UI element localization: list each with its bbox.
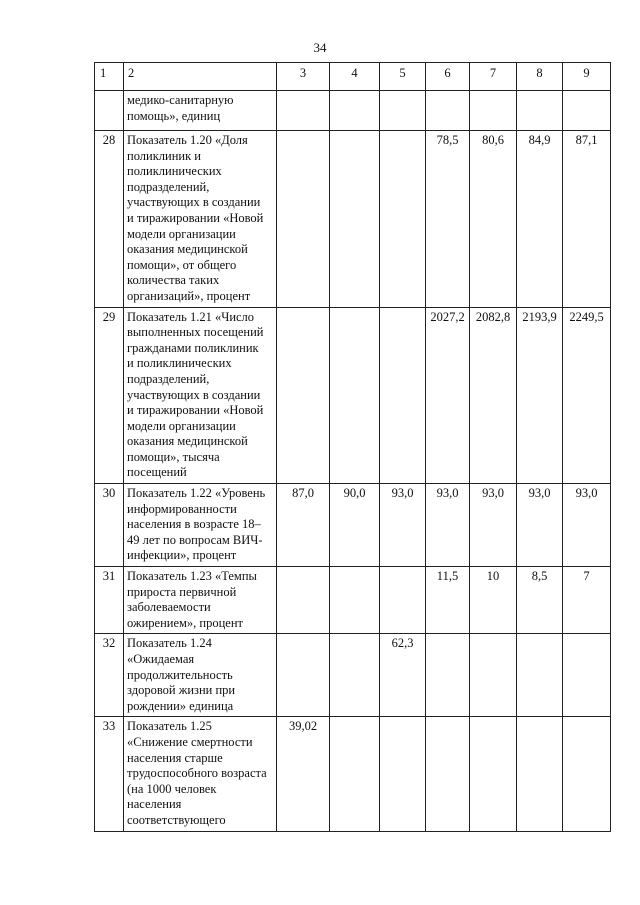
value-cell-col-5: 93,0	[380, 484, 426, 567]
value-cell-col-3	[277, 91, 330, 131]
row-number: 29	[95, 307, 124, 484]
value-cell-col-9	[563, 91, 611, 131]
value-cell-col-6: 78,5	[426, 131, 470, 308]
value-cell-col-4	[330, 307, 380, 484]
value-cell-col-3	[277, 307, 330, 484]
header-row	[95, 63, 611, 91]
value-cell-col-3	[277, 634, 330, 717]
value-cell-col-3	[277, 131, 330, 308]
value-cell-col-3: 87,0	[277, 484, 330, 567]
table-row	[95, 567, 611, 634]
value-cell-col-9: 93,0	[563, 484, 611, 567]
value-cell-col-9	[563, 634, 611, 717]
indicator-description: Показатель 1.20 «Доля поликлиник и поликлинических подразделений, участвующих в создании и тиражировании «Новой модели организации оказания медицинской помощи», от общего количества таких организаций», процент	[124, 131, 277, 308]
column-header-8: 8	[517, 63, 563, 91]
value-cell-col-5	[380, 717, 426, 831]
value-cell-col-3	[277, 567, 330, 634]
page-number: 34	[313, 40, 327, 55]
value-cell-col-9: 7	[563, 567, 611, 634]
table-row	[95, 634, 611, 717]
table-row	[95, 131, 611, 308]
value-cell-col-6: 93,0	[426, 484, 470, 567]
value-cell-col-8	[517, 717, 563, 831]
value-cell-col-4: 90,0	[330, 484, 380, 567]
value-cell-col-7: 80,6	[470, 131, 517, 308]
indicator-description: Показатель 1.25 «Снижение смертности населения старше трудоспособного возраста (на 1000 человек населения соответствующего	[124, 717, 277, 831]
value-cell-col-7: 10	[470, 567, 517, 634]
row-number	[95, 91, 124, 131]
value-cell-col-3: 39,02	[277, 717, 330, 831]
table-row	[95, 717, 611, 831]
table-row	[95, 91, 611, 131]
column-header-7: 7	[470, 63, 517, 91]
value-cell-col-9: 87,1	[563, 131, 611, 308]
row-number: 33	[95, 717, 124, 831]
value-cell-col-6: 11,5	[426, 567, 470, 634]
indicator-description: Показатель 1.24 «Ожидаемая продолжительность здоровой жизни при рождении» единица	[124, 634, 277, 717]
value-cell-col-5	[380, 567, 426, 634]
value-cell-col-5	[380, 131, 426, 308]
value-cell-col-5	[380, 307, 426, 484]
value-cell-col-7	[470, 634, 517, 717]
row-number: 31	[95, 567, 124, 634]
value-cell-col-5: 62,3	[380, 634, 426, 717]
value-cell-col-4	[330, 91, 380, 131]
value-cell-col-9	[563, 717, 611, 831]
value-cell-col-6	[426, 717, 470, 831]
row-number: 32	[95, 634, 124, 717]
column-header-5: 5	[380, 63, 426, 91]
column-header-3: 3	[277, 63, 330, 91]
value-cell-col-5	[380, 91, 426, 131]
column-header-9: 9	[563, 63, 611, 91]
row-number: 28	[95, 131, 124, 308]
column-header-6: 6	[426, 63, 470, 91]
value-cell-col-8: 93,0	[517, 484, 563, 567]
value-cell-col-7: 2082,8	[470, 307, 517, 484]
value-cell-col-6: 2027,2	[426, 307, 470, 484]
value-cell-col-7	[470, 717, 517, 831]
column-header-4: 4	[330, 63, 380, 91]
row-number: 30	[95, 484, 124, 567]
value-cell-col-4	[330, 567, 380, 634]
value-cell-col-8: 2193,9	[517, 307, 563, 484]
value-cell-col-8	[517, 634, 563, 717]
indicator-description: Показатель 1.21 «Число выполненных посещений гражданами поликлиник и поликлинических подразделений, участвующих в создании и тиражировании «Новой модели организации оказания медицинской помощи», тысяча посещений	[124, 307, 277, 484]
table-row	[95, 484, 611, 567]
column-header-2: 2	[124, 63, 277, 91]
value-cell-col-4	[330, 634, 380, 717]
value-cell-col-9: 2249,5	[563, 307, 611, 484]
value-cell-col-6	[426, 91, 470, 131]
indicator-table	[94, 62, 611, 832]
indicator-description: Показатель 1.22 «Уровень информированности населения в возрасте 18– 49 лет по вопросам ВИЧ- инфекции», процент	[124, 484, 277, 567]
value-cell-col-8: 8,5	[517, 567, 563, 634]
value-cell-col-7: 93,0	[470, 484, 517, 567]
value-cell-col-6	[426, 634, 470, 717]
indicator-description: Показатель 1.23 «Темпы прироста первичной заболеваемости ожирением», процент	[124, 567, 277, 634]
value-cell-col-4	[330, 717, 380, 831]
table-row	[95, 307, 611, 484]
value-cell-col-7	[470, 91, 517, 131]
table-body	[95, 63, 611, 832]
value-cell-col-8: 84,9	[517, 131, 563, 308]
indicator-description: медико-санитарную помощь», единиц	[124, 91, 277, 131]
column-header-1: 1	[95, 63, 124, 91]
value-cell-col-4	[330, 131, 380, 308]
value-cell-col-8	[517, 91, 563, 131]
